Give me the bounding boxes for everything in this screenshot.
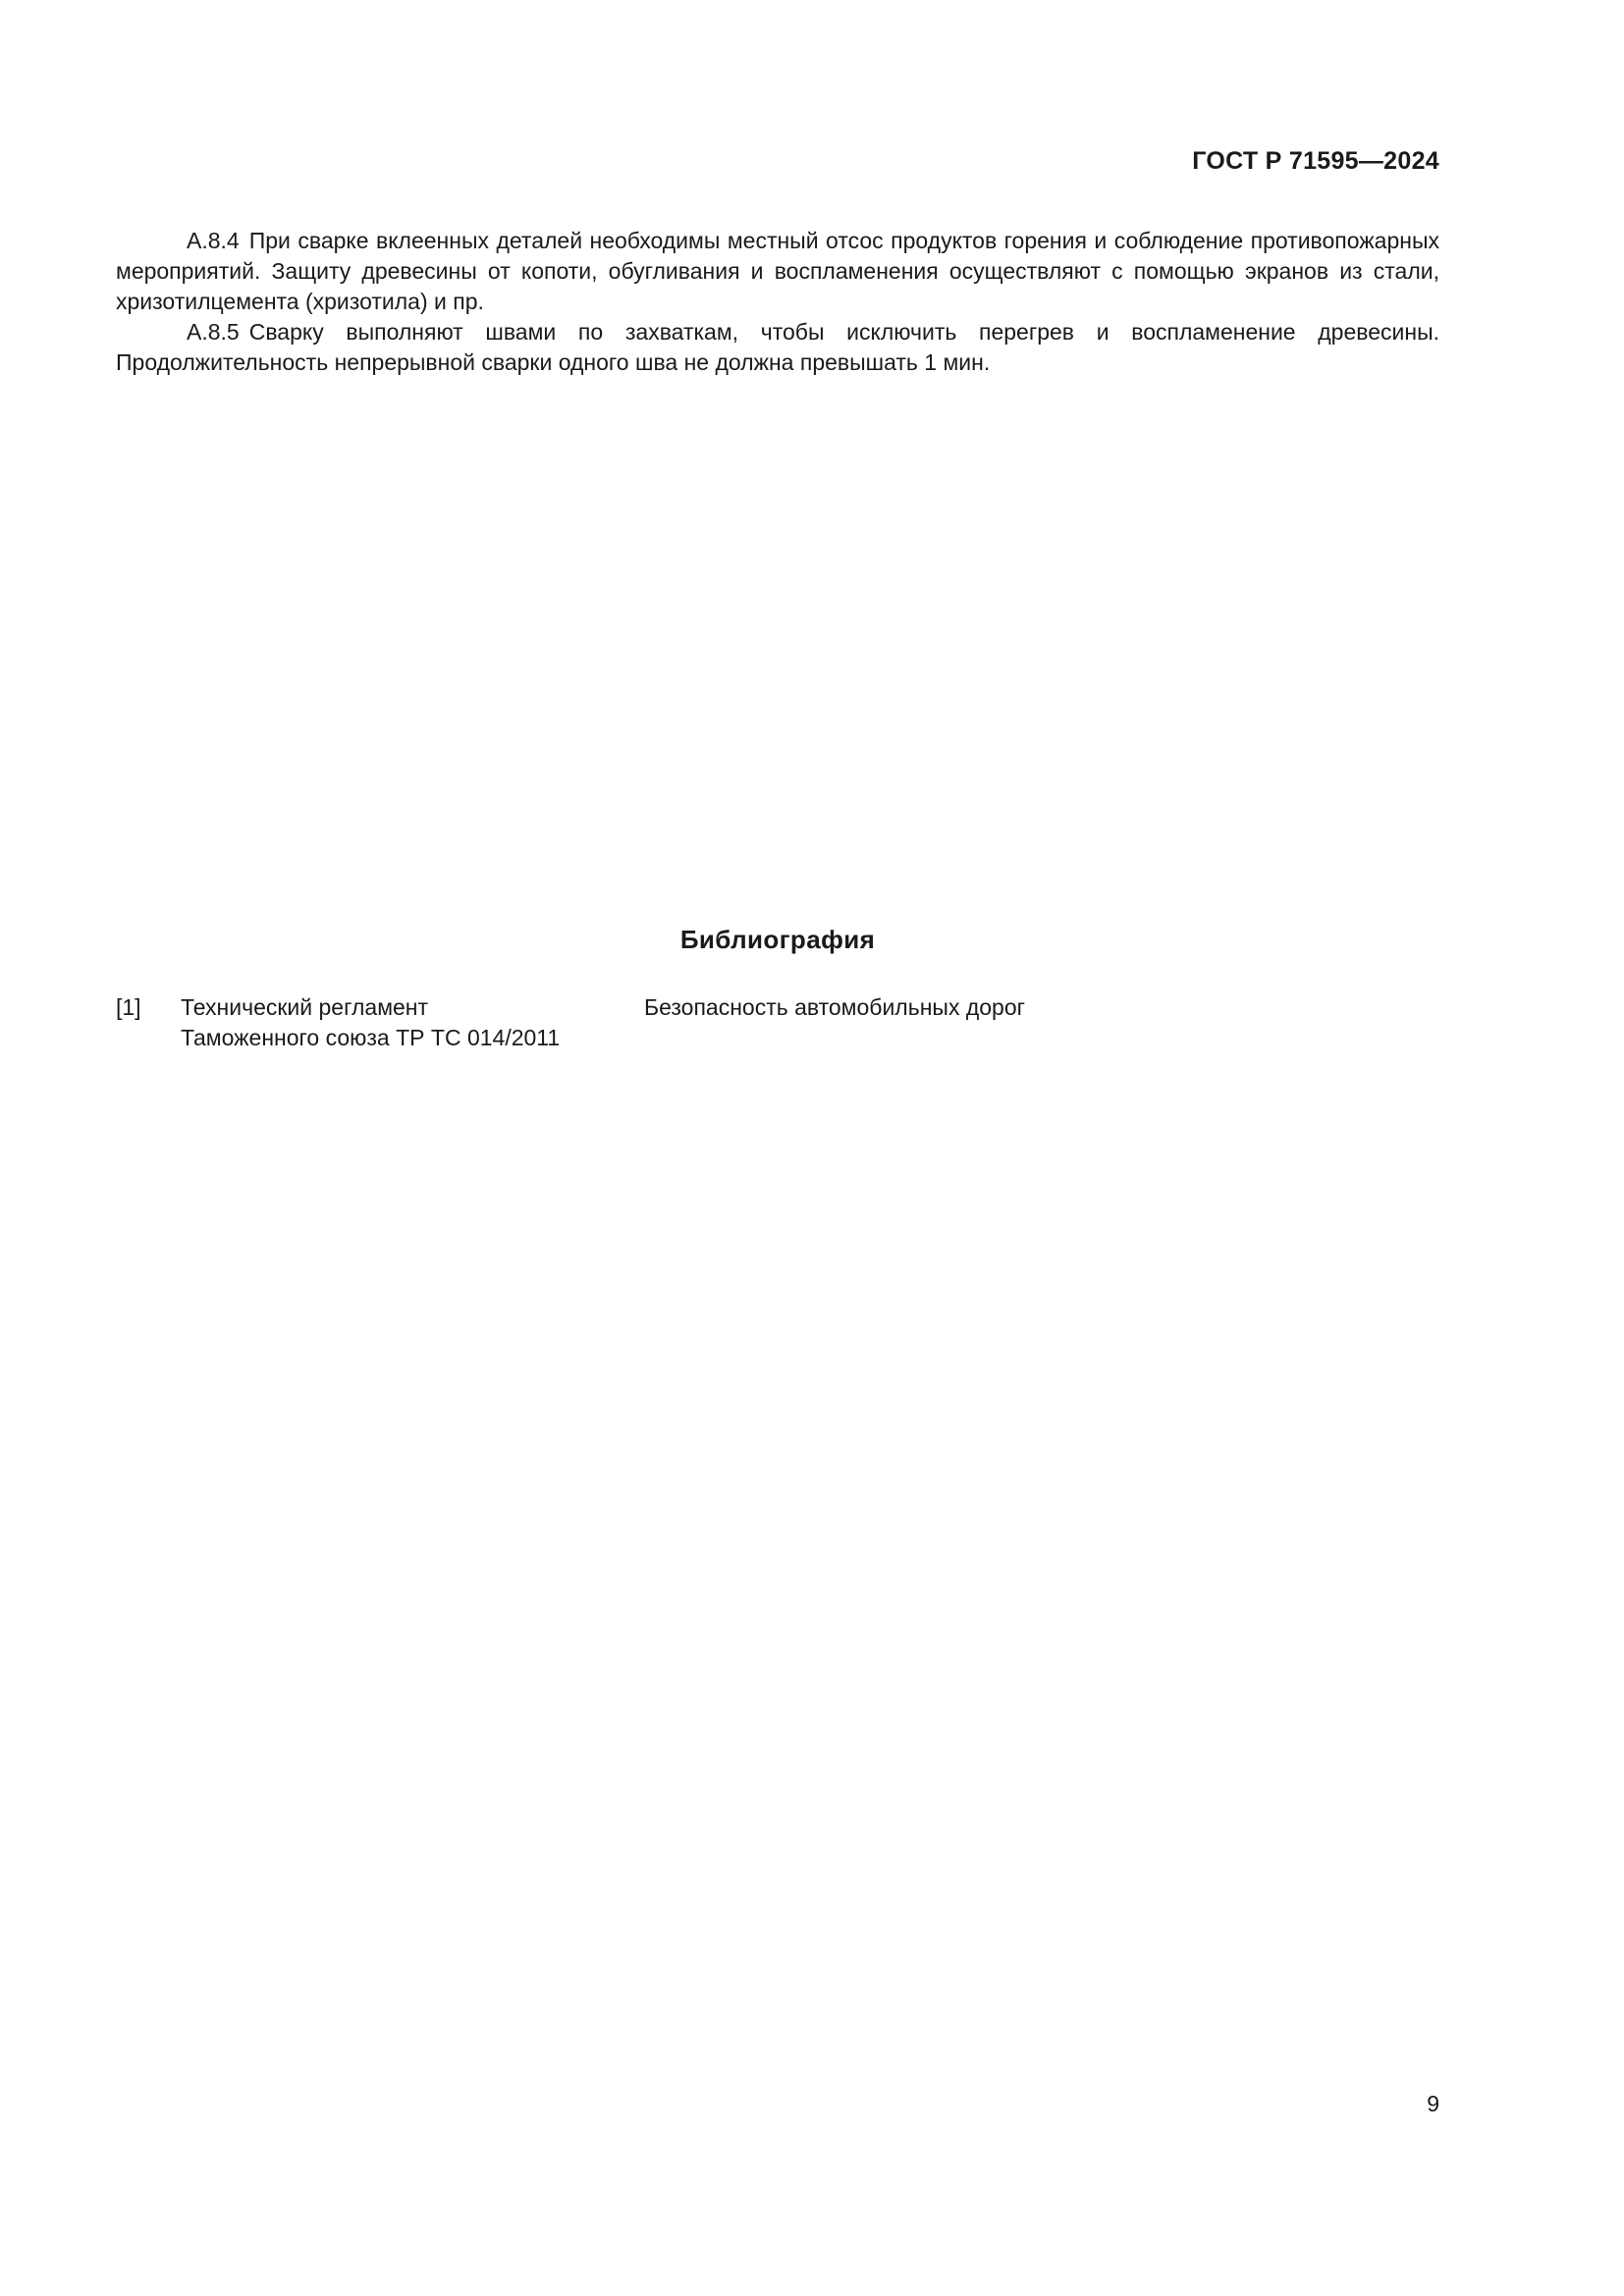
bibliography-ref-title: Безопасность автомобильных дорог (644, 994, 1026, 1020)
bibliography-ref-document-line2: Таможенного союза ТР ТС 014/2011 (181, 1025, 561, 1050)
clause-a-8-4 (116, 226, 1439, 317)
bibliography-ref-document (181, 992, 603, 1053)
document-header-standard-id: ГОСТ Р 71595—2024 (1192, 147, 1439, 175)
bibliography-title: Библиография (679, 925, 876, 954)
clause-a-8-5 (116, 317, 1439, 378)
page-number: 9 (1427, 2091, 1439, 2116)
clause-text: Сварку выполняют швами по захваткам, чтобы исключить перегрев и воспламенение древесины. Продолжительность непрерывной сварки одного шва не должна превышать 1 мин. (116, 319, 1439, 375)
bibliography-ref-document-line1: Технический регламент (181, 994, 429, 1020)
clause-number: А.8.5 (187, 319, 240, 345)
bibliography-ref-number: [1] (116, 994, 141, 1020)
clause-text: При сварке вклеенных деталей необходимы местный отсос продуктов горения и соблюдение противопожарных мероприятий. Защиту древесины от копоти, обугливания и воспламенения осуществляют с помощью экранов из стали, хризотилцемента (хризотила) и пр. (116, 228, 1439, 314)
body-text (116, 226, 1439, 378)
clause-number: А.8.4 (187, 228, 240, 253)
